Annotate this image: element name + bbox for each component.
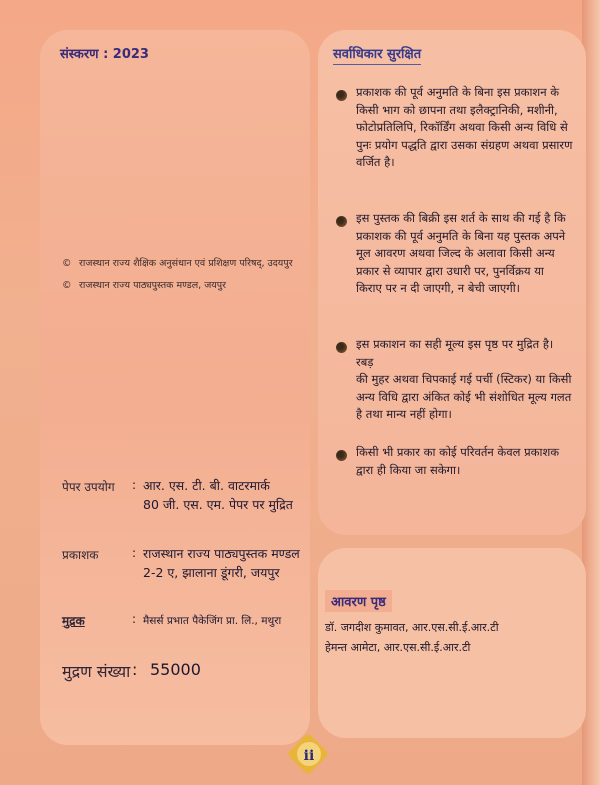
rights-point — [356, 444, 574, 479]
publisher-label: प्रकाशक — [62, 548, 99, 562]
copyright-line — [62, 256, 293, 269]
rights-line: प्रकाशक की पूर्व अनुमति के बिना इस प्रकाशन के — [356, 85, 560, 99]
bullet-icon — [336, 342, 347, 353]
rights-line: अन्य विधि द्वारा अंकित कोई भी संशोधित मूल्य गलत — [356, 389, 572, 404]
rights-line: प्रकार से व्यापार द्वारा उधारी पर, पुनर्विक्रय या — [356, 263, 544, 278]
rights-line: किसी भी प्रकार का कोई परिवर्तन केवल प्रकाशक — [356, 445, 560, 459]
edition-text: संस्करण : 2023 — [60, 47, 149, 62]
cover-credit: हेमन्त आमेटा, आर.एस.सी.ई.आर.टी — [325, 641, 471, 654]
publisher-colon: : — [132, 546, 137, 560]
cover-heading: आवरण पृष्ठ — [325, 590, 392, 612]
paper-colon: : — [132, 478, 137, 492]
paper-label: पेपर उपयोग — [62, 480, 115, 494]
print-count-colon: : — [132, 660, 138, 679]
rights-heading: सर्वाधिकार सुरक्षित — [333, 44, 421, 65]
publisher-line: 2-2 ए, झालाना डूंगरी, जयपुर — [143, 565, 280, 580]
page-number: ii — [303, 748, 315, 764]
rights-line: की मुहर अथवा चिपकाई गई पर्ची (स्टिकर) या किसी — [356, 372, 572, 386]
publisher-line: राजस्थान राज्य पाठ्यपुस्तक मण्डल — [143, 546, 300, 561]
cover-credit: डॉ. जगदीश कुमावत, आर.एस.सी.ई.आर.टी — [325, 621, 499, 634]
page-number-badge — [288, 738, 330, 772]
rights-line: किराए पर न दी जाएगी, न बेची जाएगी। — [356, 281, 521, 295]
rights-point — [356, 210, 574, 298]
rights-line: है तथा मान्य नहीं होगा। — [356, 407, 452, 421]
print-count-label: मुद्रण संख्या — [62, 662, 131, 681]
printer-colon: : — [132, 612, 137, 626]
printer-label: मुद्रक — [62, 614, 85, 628]
rights-line: मूल आवरण अथवा जिल्द के अलावा किसी अन्य — [356, 246, 555, 260]
rights-line: इस पुस्तक की बिक्री इस शर्त के साथ की गई है कि — [356, 211, 566, 225]
bullet-icon — [336, 216, 347, 227]
bullet-icon — [336, 450, 347, 461]
left-panel — [40, 30, 310, 745]
copyright-symbol: © — [62, 258, 72, 269]
rights-line: इस प्रकाशन का सही मूल्य इस पृष्ठ पर मुद्रित है। रबड़ — [356, 337, 554, 369]
copyright-text: राजस्थान राज्य शैक्षिक अनुसंधान एवं प्रशिक्षण परिषद्, उदयपुर — [79, 258, 293, 269]
printer-value — [143, 612, 303, 631]
copyright-text: राजस्थान राज्य पाठ्यपुस्तक मण्डल, जयपुर — [79, 280, 227, 291]
rights-line: फोटोप्रतिलिपि, रिकॉर्डिंग अथवा किसी अन्य विधि से — [356, 120, 568, 134]
rights-line: प्रकाशक की पूर्व अनुमति के बिना यह पुस्तक अपने — [356, 228, 566, 243]
copyright-line — [62, 278, 226, 291]
paper-value — [143, 476, 303, 514]
rights-line: द्वारा ही किया जा सकेगा। — [356, 462, 461, 477]
rights-point — [356, 84, 574, 172]
publisher-value — [143, 544, 303, 582]
rights-line: पुनः प्रयोग पद्धति द्वारा उसका संग्रहण अथवा प्रसारण — [356, 137, 573, 152]
paper-line: आर. एस. टी. बी. वाटरमार्क — [143, 478, 270, 493]
rights-line: किसी भाग को छापना तथा इलैक्ट्रानिकी, मशीनी, — [356, 102, 558, 117]
rights-point — [356, 336, 574, 424]
print-count-value: 55000 — [150, 660, 201, 679]
paper-line: 80 जी. एस. एम. पेपर पर मुद्रित — [143, 497, 293, 512]
copyright-symbol: © — [62, 280, 72, 291]
printer-name: मैसर्स प्रभात पैकेजिंग प्रा. लि., मथुरा — [143, 615, 282, 627]
bullet-icon — [336, 90, 347, 101]
rights-line: वर्जित है। — [356, 155, 395, 169]
